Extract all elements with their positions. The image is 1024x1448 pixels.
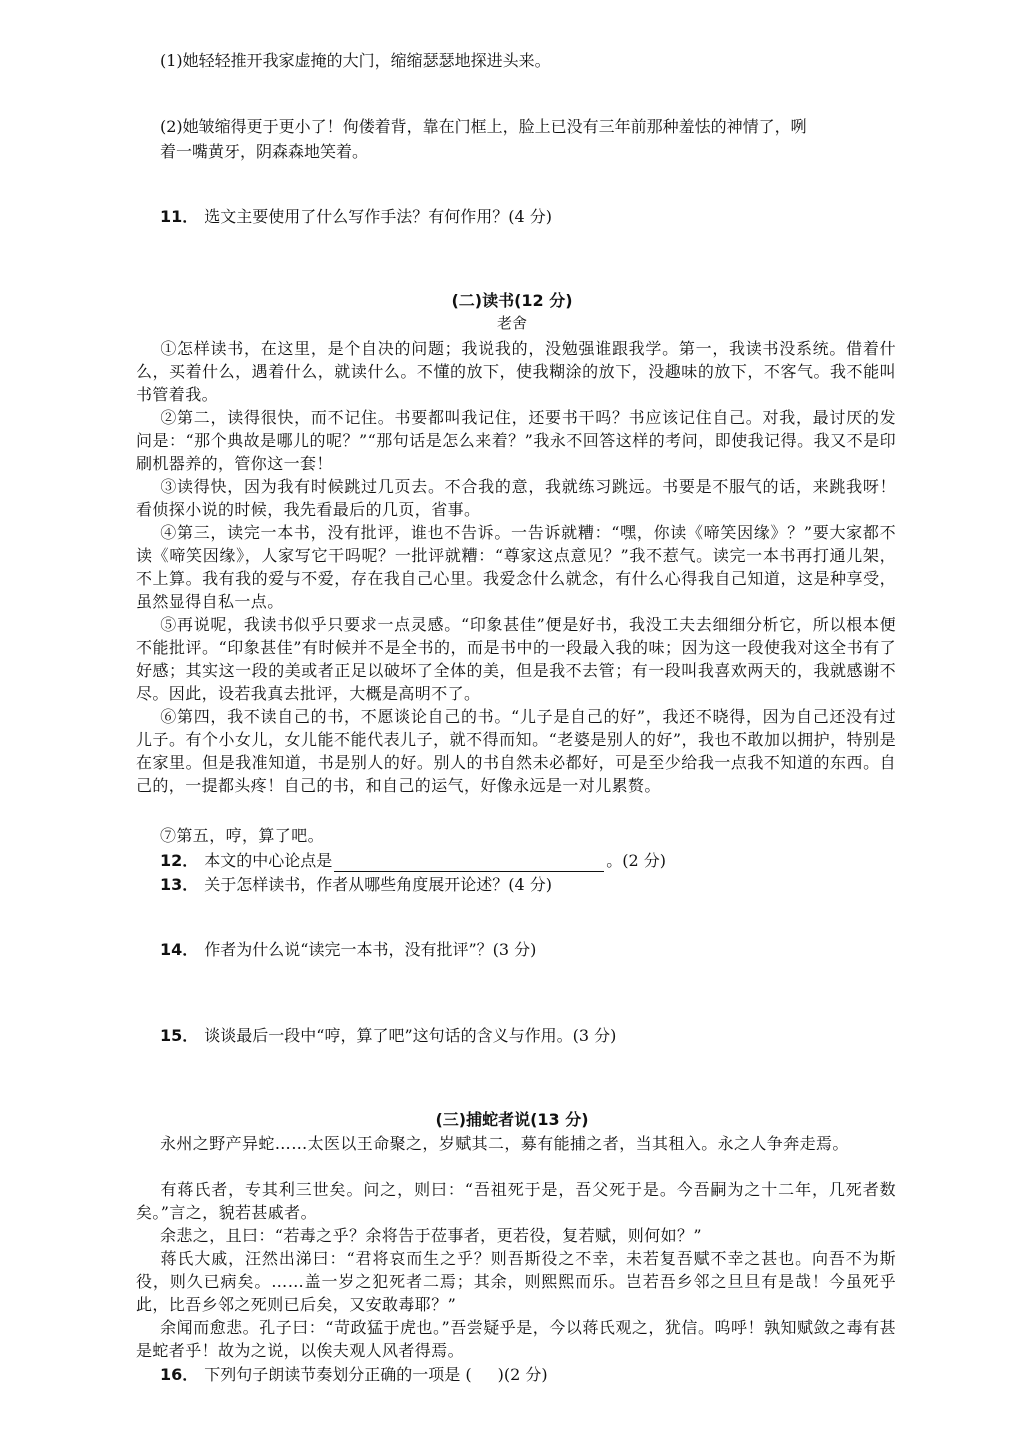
question-text: 选文主要使用了什么写作手法？有何作用？(4 分) <box>204 207 553 226</box>
question-number: 12． <box>160 851 199 870</box>
section-2-title: (二)读书(12 分) <box>451 291 573 310</box>
question-number: 13． <box>160 875 199 894</box>
section-3-title: (三)捕蛇者说(13 分) <box>435 1110 589 1129</box>
classical-paragraph-1: 永州之野产异蛇……太医以王命聚之，岁赋其二，募有能捕之者，当其租入。永之人争奔走焉。 <box>160 1134 849 1153</box>
paragraph-7: ⑦第五，哼，算了吧。 <box>160 826 325 845</box>
sentence-1: (1)她轻轻推开我家虚掩的大门，缩缩瑟瑟地探进头来。 <box>160 51 551 70</box>
answer-blank[interactable] <box>334 855 604 872</box>
question-16: 16． 下列句子朗读节奏划分正确的一项是 ( )(2 分) <box>160 1365 548 1384</box>
paragraph-5: ⑤再说呢，我读书似乎只要求一点灵感。“印象甚佳”便是好书，我没工夫去细细分析它，所以根本便不能批评。“印象甚佳”有时候并不是全书的，而是书中的一段最入我的味；因为这一段使我对这全书有了好感；其实这一段的美或者正足以破坏了全体的美，但是我不去管；有一段叫我喜欢两天的，我就感谢不尽。因此，设若我真去批评，大概是高明不了。 <box>136 615 896 703</box>
paragraph-4: ④第三，读完一本书，没有批评，谁也不告诉。一告诉就糟：“嘿，你读《啼笑因缘》？”要大家都不读《啼笑因缘》，人家写它干吗呢？一批评就糟：“尊家这点意见？”我不惹气。读完一本书再打通儿架，不上算。我有我的爱与不爱，存在我自己心里。我爱念什么就念，有什么心得我自己知道，这是种享受，虽然显得自私一点。 <box>136 523 896 611</box>
paragraph-2: ②第二，读得很快，而不记住。书要都叫我记住，还要书干吗？书应该记住自己。对我，最讨厌的发问是：“那个典故是哪儿的呢？”“那句话是怎么来着？”我永不回答这样的考问，即使我记得。我又不是印刷机器养的，管你这一套！ <box>136 408 896 473</box>
sentence-2-line-2: 着一嘴黄牙，阴森森地笑着。 <box>160 142 369 161</box>
question-number: 16． <box>160 1365 199 1384</box>
paragraph-6: ⑥第四，我不读自己的书，不愿谈论自己的书。“儿子是自己的好”，我还不晓得，因为自己还没有过儿子。有个小女儿，女儿能不能代表儿子，就不得而知。“老婆是别人的好”，我也不敢加以拥护，特别是在家里。但是我准知道，书是别人的好。别人的书自然未必都好，可是至少给我一点我不知道的东西。自己的，一提都头疼！自己的书，和自己的运气，好像永远是一对儿累赘。 <box>136 707 896 795</box>
question-number: 15． <box>160 1026 199 1045</box>
question-11 <box>160 206 552 228</box>
classical-paragraph-2: 有蒋氏者，专其利三世矣。问之，则曰：“吾祖死于是，吾父死于是。今吾嗣为之十二年，几死者数矣。”言之，貌若甚戚者。 <box>136 1180 896 1222</box>
paragraph-1: ①怎样读书，在这里，是个自决的问题；我说我的，没勉强谁跟我学。第一，我读书没系统。借着什么，买着什么，遇着什么，就读什么。不懂的放下，使我糊涂的放下，没趣味的放下，不客气。我不能叫书管着我。 <box>136 339 896 404</box>
classical-paragraph-5: 余闻而愈悲。孔子曰：“苛政猛于虎也。”吾尝疑乎是，今以蒋氏观之，犹信。呜呼！孰知赋敛之毒有甚是蛇者乎！故为之说，以俟夫观人风者得焉。 <box>136 1318 896 1360</box>
question-12: 12． 本文的中心论点是 。(2 分) <box>160 851 667 870</box>
section-2-author: 老舍 <box>496 314 527 332</box>
question-number: 14． <box>160 940 199 959</box>
question-14: 14． 作者为什么说“读完一本书，没有批评”？(3 分) <box>160 940 537 959</box>
classical-paragraph-3: 余悲之，且曰：“若毒之乎？余将告于莅事者，更若役，复若赋，则何如？” <box>160 1226 702 1245</box>
question-15: 15． 谈谈最后一段中“哼，算了吧”这句话的含义与作用。(3 分) <box>160 1026 617 1045</box>
sentence-2-line-1: (2)她皱缩得更于更小了！佝偻着背，靠在门框上，脸上已没有三年前那种羞怯的神情了，咧 <box>160 117 807 136</box>
question-13: 13． 关于怎样读书，作者从哪些角度展开论述？(4 分) <box>160 875 553 894</box>
question-number: 11． <box>160 207 199 226</box>
classical-paragraph-4: 蒋氏大戚，汪然出涕曰：“君将哀而生之乎？则吾斯役之不幸，未若复吾赋不幸之甚也。向吾不为斯役，则久已病矣。……盖一岁之犯死者二焉；其余，则熙熙而乐。岂若吾乡邻之旦旦有是哉！今虽死乎此，比吾乡邻之死则已后矣，又安敢毒耶？” <box>136 1249 896 1314</box>
paragraph-3: ③读得快，因为我有时候跳过几页去。不合我的意，我就练习跳远。书要是不服气的话，来跳我呀！看侦探小说的时候，我先看最后的几页，省事。 <box>136 477 896 519</box>
